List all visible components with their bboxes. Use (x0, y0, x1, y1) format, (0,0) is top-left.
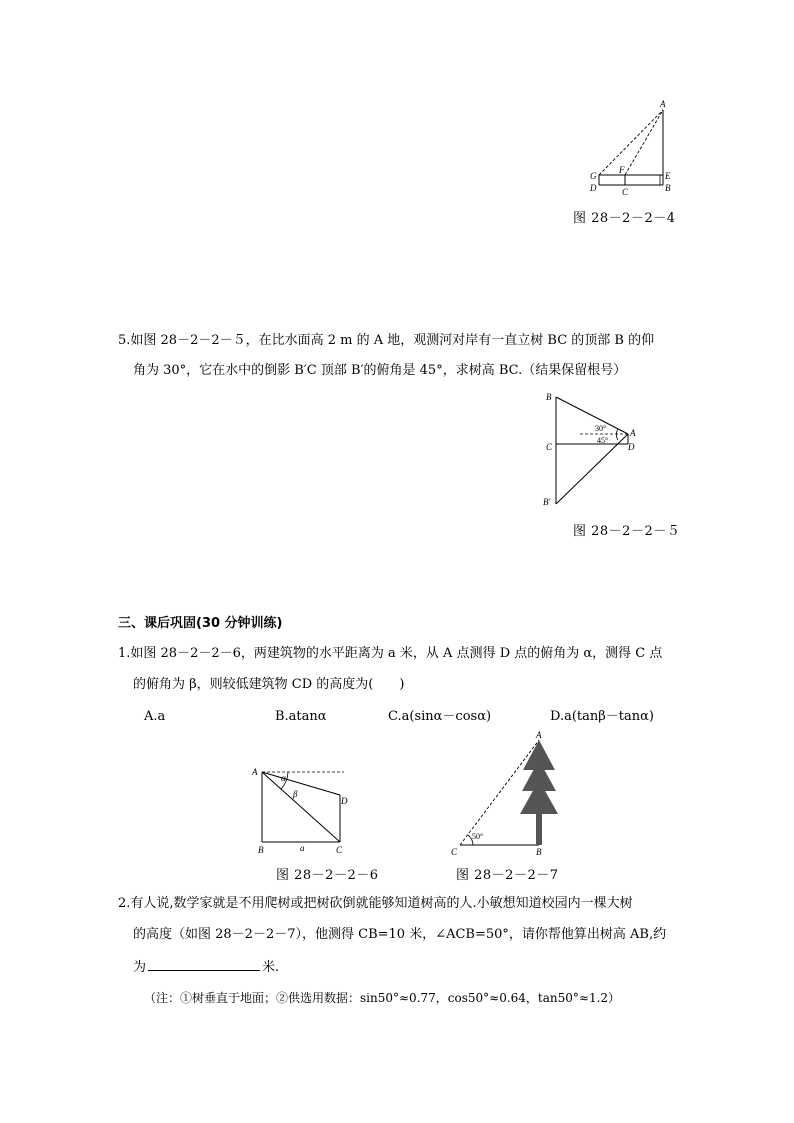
label-beta: β (293, 789, 298, 799)
label-D: D (341, 796, 348, 806)
figure-caption-6: 图 28－2－2－6 (276, 868, 379, 883)
label-C: C (451, 847, 458, 857)
label-D: D (590, 183, 597, 193)
problem-5-line-2: 角为 30°，它在水中的倒影 B′C 顶部 B′的俯角是 45°，求树高 BC.（结果保留根号） (133, 363, 627, 378)
label-A: A (660, 99, 666, 109)
sight-line-CA (460, 740, 539, 845)
line-AC (262, 772, 340, 842)
label-A: A (536, 730, 542, 740)
label-A: A (252, 767, 258, 777)
label-G: G (590, 171, 597, 181)
figure-28-2-2-5 (540, 388, 650, 513)
figure-28-2-2-7 (445, 728, 565, 858)
question-2-line-1: 2.有人说,数学家就是不用爬树或把树砍倒就能够知道树高的人.小敏想知道校园内一棵大树 (118, 896, 633, 911)
line-3-suffix: 米. (262, 960, 280, 975)
figure-caption-5: 图 28－2－2－５ (573, 524, 681, 539)
question-1-line-2: 的俯角为 β，则较低建筑物 CD 的高度为( ) (133, 677, 405, 692)
label-C: C (336, 845, 343, 855)
section-title: 三、课后巩固(30 分钟训练) (118, 616, 283, 631)
figure-28-2-2-4 (585, 95, 685, 200)
line-AD (262, 772, 340, 795)
label-B: B (536, 847, 542, 857)
label-F: F (619, 165, 625, 175)
option-d: D.a(tanβ－tanα) (550, 709, 654, 724)
label-B: B (258, 845, 264, 855)
label-B-prime: B′ (543, 497, 551, 507)
label-45deg: 45° (597, 436, 609, 445)
question-2-line-3 (133, 958, 279, 976)
answer-blank[interactable] (148, 958, 260, 971)
option-b: B.atanα (275, 709, 327, 724)
tree-icon (520, 740, 558, 845)
option-a: A.a (144, 709, 166, 724)
label-C: C (546, 442, 553, 452)
label-alpha: α (281, 773, 286, 783)
figure-caption-7: 图 28－2－2－7 (456, 868, 559, 883)
label-A: A (630, 428, 636, 438)
question-1-line-1: 1.如图 28－2－2－6，两建筑物的水平距离为 a 米，从 A 点测得 D 点的俯角为 α，测得 C 点 (118, 646, 663, 661)
question-2-note: （注：①树垂直于地面；②供选用数据：sin50°≈0.77，cos50°≈0.64，tan50°≈1.2） (144, 991, 621, 1005)
label-B: B (546, 392, 552, 402)
question-2-line-2: 的高度（如图 28－2－2－7），他测得 CB=10 米，∠ACB=50°，请你帮他算出树高 AB,约 (133, 927, 667, 942)
line-3-prefix: 为 (133, 960, 147, 975)
label-E: E (665, 171, 671, 181)
label-D: D (628, 442, 635, 452)
label-C: C (622, 187, 629, 197)
label-30deg: 30° (595, 424, 607, 433)
angle-arc (616, 429, 618, 440)
figure-28-2-2-6 (248, 762, 353, 857)
option-c: C.a(sinα－cosα) (388, 709, 492, 724)
label-a: a (300, 843, 305, 853)
label-B: B (665, 183, 671, 193)
figure-caption-4: 图 28－2－2－4 (573, 211, 676, 226)
label-50deg: 50° (472, 832, 484, 841)
problem-5-line-1: 5.如图 28－2－2－５，在比水面高 2 m 的 A 地，观测河对岸有一直立树 BC 的顶部 B 的仰 (118, 333, 655, 348)
line-BA (556, 397, 628, 434)
